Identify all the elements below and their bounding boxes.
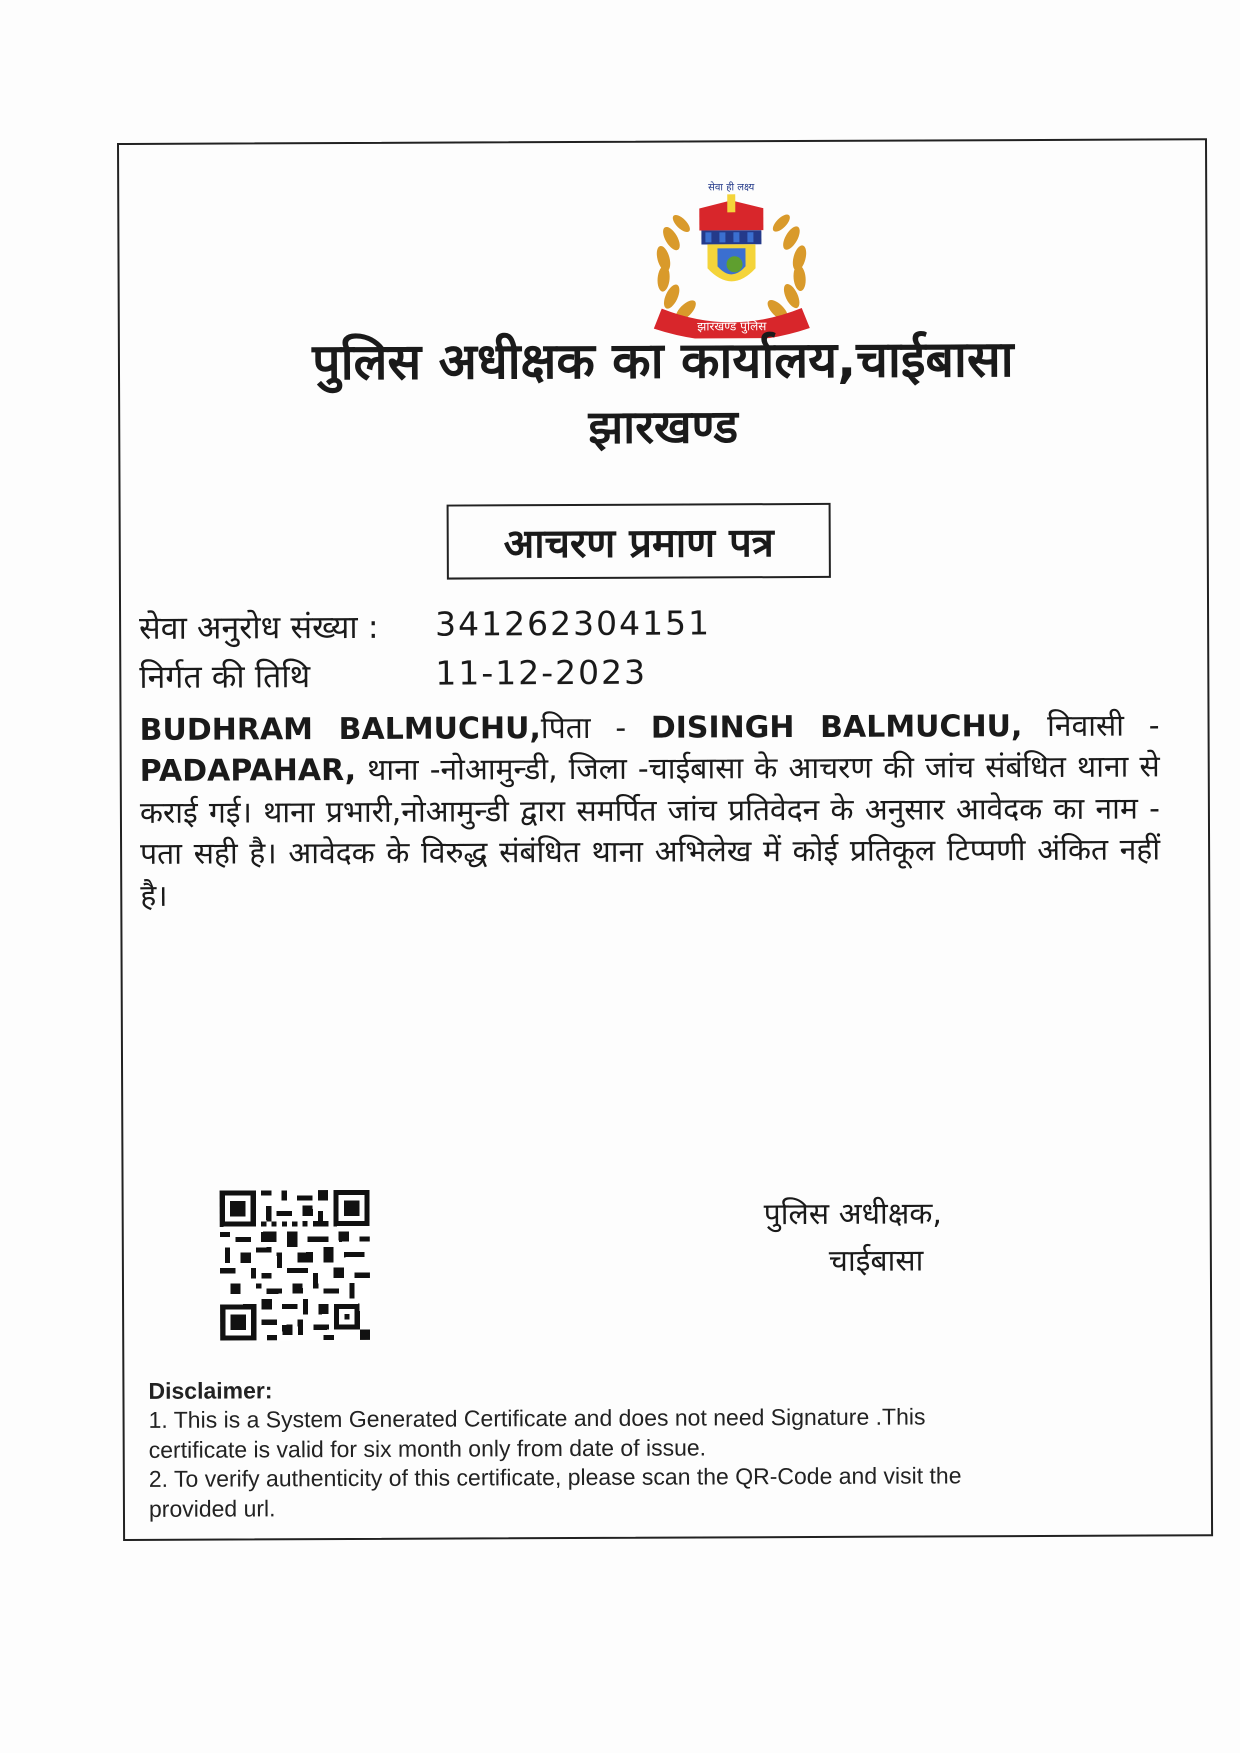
resident-label: निवासी - xyxy=(1022,708,1160,745)
signature-place: चाईबासा xyxy=(828,1242,924,1279)
issue-date-label: निर्गत की तिथि xyxy=(139,657,311,696)
father-name: DISINGH BALMUCHU, xyxy=(650,709,1023,746)
state-title: झारखण्ड xyxy=(588,399,739,454)
applicant-name: BUDHRAM BALMUCHU, xyxy=(139,711,541,748)
service-request-value: 341262304151 xyxy=(435,603,712,644)
certificate-body xyxy=(139,705,1160,916)
certificate-frame xyxy=(117,138,1213,1541)
service-request-row xyxy=(139,603,711,648)
emblem-motto-text: सेवा ही लक्ष्य xyxy=(708,182,755,194)
qr-code-icon xyxy=(220,1190,371,1341)
issue-date-value: 11-12-2023 xyxy=(435,652,648,693)
body-rest: थाना -नोआमुन्डी, जिला -चाईबासा के आचरण की जांच संबंधित थाना से कराई गई। थाना प्रभारी,नोआमुन्डी द्वारा समर्पित जांच प्रतिवेदन के अनुसार आवेदक का नाम - पता सही है। आवेदक के विरुद्ध संबंधित थाना अभिलेख में कोई प्रतिकूल टिप्पणी अंकित नहीं है। xyxy=(139,749,1161,914)
signature-block xyxy=(764,1191,943,1285)
emblem-ribbon-text: झारखण्ड पुलिस xyxy=(697,319,767,334)
jharkhand-police-emblem xyxy=(641,178,822,339)
issue-date-row xyxy=(139,653,647,698)
disclaimer-point-1: 1. This is a System Generated Certificate and does not need Signature .This certificate is valid for six month only from date of issue. xyxy=(148,1403,926,1463)
village-name: PADAPAHAR, xyxy=(139,753,357,790)
disclaimer-heading: Disclaimer: xyxy=(148,1377,273,1404)
disclaimer-point-2: 2. To verify authenticity of this certificate, please scan the QR-Code and visit the provided url. xyxy=(148,1462,962,1522)
service-request-label: सेवा अनुरोध संख्या : xyxy=(139,607,379,647)
father-label: पिता - xyxy=(540,710,651,747)
certificate-title: आचरण प्रमाण पत्र xyxy=(447,503,831,580)
disclaimer xyxy=(148,1373,1029,1524)
office-title: पुलिस अधीक्षक का कार्यालय,चाईबासा xyxy=(312,330,1014,392)
signature-designation: पुलिस अधीक्षक, xyxy=(763,1196,942,1233)
